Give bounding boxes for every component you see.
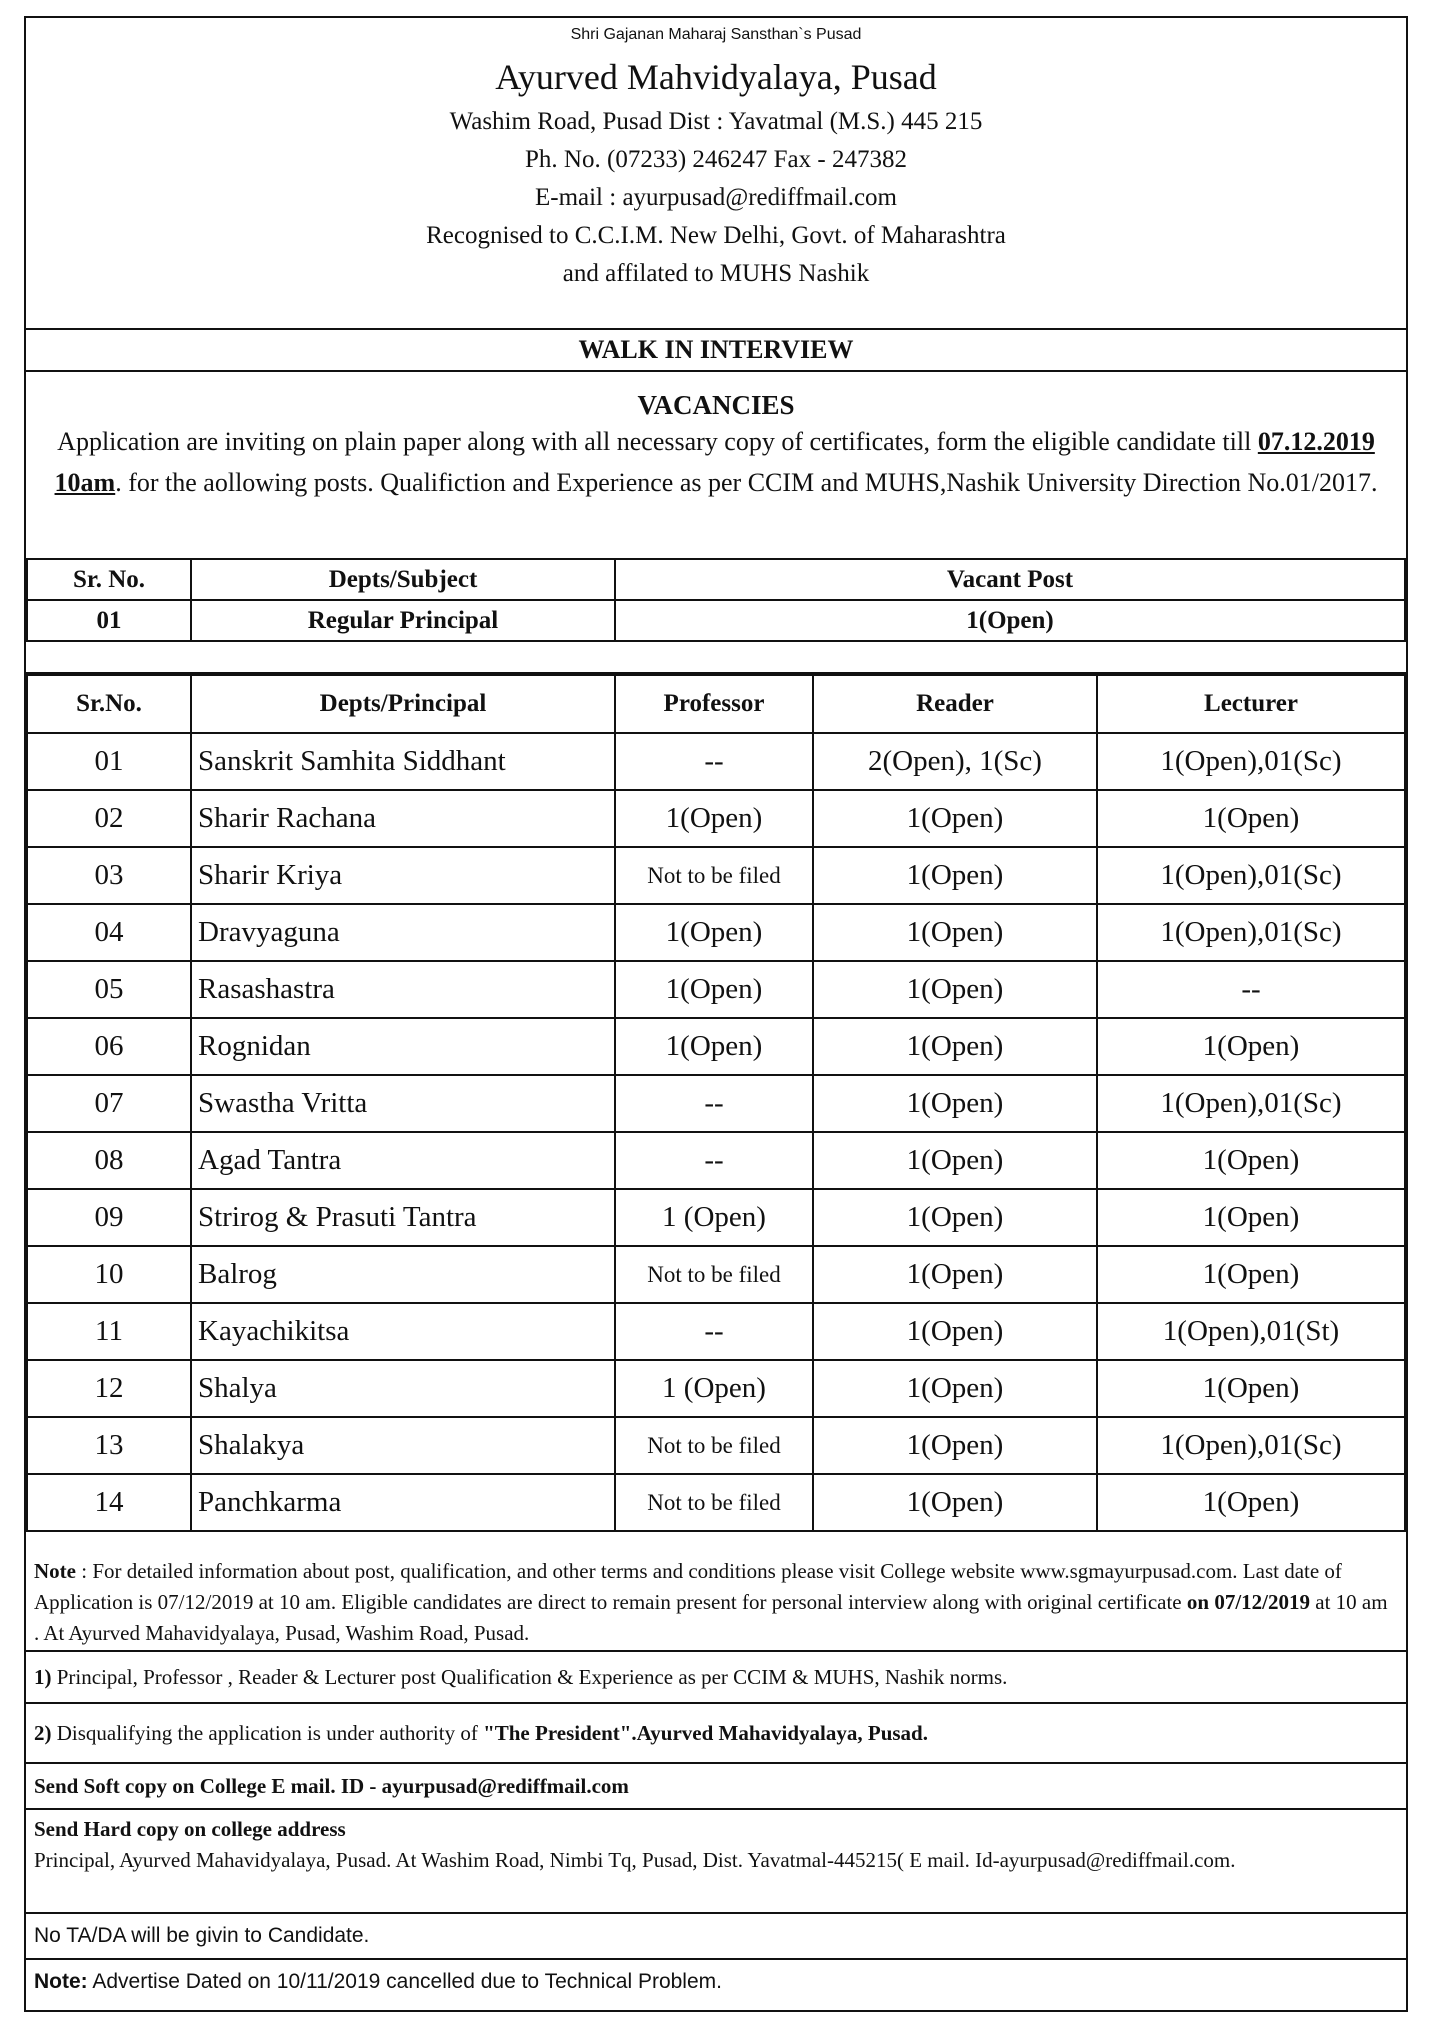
header-depts-principal: Depts/Principal — [191, 675, 615, 733]
lecturer-vacancy: 1(Open) — [1097, 1246, 1405, 1303]
dept-sr-no: 10 — [27, 1246, 191, 1303]
advert-cancel-note — [26, 1960, 1406, 2006]
lecturer-vacancy: 1(Open) — [1097, 1132, 1405, 1189]
dept-name: Rognidan — [191, 1018, 615, 1075]
note-label: Note — [34, 1559, 76, 1583]
lecturer-vacancy: 1(Open) — [1097, 1474, 1405, 1531]
reader-vacancy: 1(Open) — [813, 1075, 1097, 1132]
note-text-b: at 10 am . At Ayurved Mahavidyalaya, Pusad, Washim Road, Pusad. — [34, 1590, 1388, 1645]
college-email: E-mail : ayurpusad@rediffmail.com — [534, 184, 898, 211]
dept-name: Panchkarma — [191, 1474, 615, 1531]
affiliation-line: and affilated to MUHS Nashik — [562, 260, 870, 287]
vacancies-text-start: Application are inviting on plain paper along with all necessary copy of certificates, form the eligible candidate till — [57, 427, 1252, 456]
header-depts-subject: Depts/Subject — [191, 559, 615, 600]
dept-sr-no: 14 — [27, 1474, 191, 1531]
professor-vacancy: 1 (Open) — [615, 1189, 813, 1246]
professor-vacancy: -- — [615, 1303, 813, 1360]
note-interview-date: on 07/12/2019 — [1186, 1590, 1310, 1614]
dept-sr-no: 09 — [27, 1189, 191, 1246]
college-phone: Ph. No. (07233) 246247 Fax - 247382 — [525, 146, 907, 173]
dept-name: Kayachikitsa — [191, 1303, 615, 1360]
vacancies-title: VACANCIES — [637, 390, 795, 420]
dept-sr-no: 07 — [27, 1075, 191, 1132]
hard-copy-title: Send Hard copy on college address — [34, 1817, 346, 1841]
principal-subject: Regular Principal — [191, 600, 615, 641]
soft-copy-instruction: Send Soft copy on College E mail. ID - ayurpusad@rediffmail.com — [26, 1764, 1406, 1810]
professor-vacancy: -- — [615, 1075, 813, 1132]
college-address: Washim Road, Pusad Dist : Yavatmal (M.S.) 445 215 — [449, 108, 983, 135]
dept-sr-no: 05 — [27, 961, 191, 1018]
dept-sr-no: 13 — [27, 1417, 191, 1474]
vacancies-text-end: . for the aollowing posts. Qualifiction and Experience as per CCIM and MUHS,Nashik University Direction No.01/2017. — [115, 468, 1378, 497]
professor-vacancy: 1(Open) — [615, 1018, 813, 1075]
professor-vacancy: -- — [615, 733, 813, 790]
table-row — [27, 904, 1405, 961]
advertisement-page — [24, 16, 1408, 2012]
table-gap — [26, 644, 1406, 674]
header-sr-no: Sr. No. — [27, 559, 191, 600]
dept-sr-no: 02 — [27, 790, 191, 847]
reader-vacancy: 1(Open) — [813, 1303, 1097, 1360]
dept-name: Sanskrit Samhita Siddhant — [191, 733, 615, 790]
principal-sr: 01 — [27, 600, 191, 641]
lecturer-vacancy: 1(Open),01(Sc) — [1097, 733, 1405, 790]
professor-vacancy: 1(Open) — [615, 961, 813, 1018]
condition-1-text: Principal, Professor , Reader & Lecturer post Qualification & Experience as per CCIM & MUHS, Nashik norms. — [51, 1665, 1008, 1689]
dept-table-body — [27, 733, 1405, 1531]
letterhead — [26, 18, 1406, 288]
header-professor: Professor — [615, 675, 813, 733]
lecturer-vacancy: 1(Open) — [1097, 1189, 1405, 1246]
table-row — [27, 1132, 1405, 1189]
notes-section — [26, 1548, 1406, 2006]
lecturer-vacancy: 1(Open) — [1097, 1360, 1405, 1417]
lecturer-vacancy: 1(Open) — [1097, 790, 1405, 847]
dept-name: Dravyaguna — [191, 904, 615, 961]
general-note — [26, 1548, 1406, 1652]
table-row — [27, 961, 1405, 1018]
dept-sr-no: 08 — [27, 1132, 191, 1189]
application-deadline: 07.12.2019 10am — [54, 427, 1375, 497]
table-row — [27, 847, 1405, 904]
lecturer-vacancy: 1(Open),01(St) — [1097, 1303, 1405, 1360]
header-lecturer: Lecturer — [1097, 675, 1405, 733]
table-row — [27, 1246, 1405, 1303]
dept-sr-no: 04 — [27, 904, 191, 961]
advert-note-label: Note: — [34, 1970, 88, 1993]
dept-name: Rasashastra — [191, 961, 615, 1018]
professor-vacancy: Not to be filed — [615, 847, 813, 904]
reader-vacancy: 1(Open) — [813, 1132, 1097, 1189]
reader-vacancy: 1(Open) — [813, 1474, 1097, 1531]
lecturer-vacancy: 1(Open),01(Sc) — [1097, 1075, 1405, 1132]
dept-sr-no: 12 — [27, 1360, 191, 1417]
table-row — [27, 733, 1405, 790]
dept-name: Strirog & Prasuti Tantra — [191, 1189, 615, 1246]
reader-vacancy: 1(Open) — [813, 790, 1097, 847]
header-vacant-post: Vacant Post — [615, 559, 1405, 600]
table-row — [27, 790, 1405, 847]
professor-vacancy: Not to be filed — [615, 1474, 813, 1531]
reader-vacancy: 1(Open) — [813, 961, 1097, 1018]
principal-post: 1(Open) — [615, 600, 1405, 641]
condition-2 — [26, 1704, 1406, 1764]
table-row — [27, 1018, 1405, 1075]
reader-vacancy: 1(Open) — [813, 1018, 1097, 1075]
professor-vacancy: 1 (Open) — [615, 1360, 813, 1417]
sansthan-name: Shri Gajanan Maharaj Sansthan`s Pusad — [570, 26, 862, 43]
condition-2-text: Disqualifying the application is under authority of — [51, 1721, 484, 1745]
reader-vacancy: 2(Open), 1(Sc) — [813, 733, 1097, 790]
professor-vacancy: -- — [615, 1132, 813, 1189]
dept-name: Balrog — [191, 1246, 615, 1303]
dept-sr-no: 11 — [27, 1303, 191, 1360]
professor-vacancy: 1(Open) — [615, 904, 813, 961]
table-row — [27, 1360, 1405, 1417]
table-row — [27, 1474, 1405, 1531]
dept-name: Agad Tantra — [191, 1132, 615, 1189]
principal-table — [26, 558, 1406, 642]
reader-vacancy: 1(Open) — [813, 904, 1097, 961]
college-name: Ayurved Mahvidyalaya, Pusad — [495, 57, 937, 97]
professor-vacancy: 1(Open) — [615, 790, 813, 847]
lecturer-vacancy: 1(Open) — [1097, 1018, 1405, 1075]
condition-1 — [26, 1652, 1406, 1704]
dept-name: Sharir Rachana — [191, 790, 615, 847]
walk-in-heading: WALK IN INTERVIEW — [26, 328, 1406, 372]
hard-copy-instruction — [26, 1810, 1406, 1914]
advert-note-text: Advertise Dated on 10/11/2019 cancelled due to Technical Problem. — [87, 1970, 722, 1993]
reader-vacancy: 1(Open) — [813, 1189, 1097, 1246]
dept-sr-no: 03 — [27, 847, 191, 904]
header-reader: Reader — [813, 675, 1097, 733]
note-text-a: : For detailed information about post, qualification, and other terms and conditions please visit College website www.sgmayurpusad.com. Last date of Application is 07/12/2019 at 10 am. Eligible candidates are direct to remain present for personal interview along with original certificate — [34, 1559, 1342, 1614]
dept-table-header — [27, 675, 1405, 733]
department-vacancy-table — [26, 674, 1406, 1532]
dept-name: Shalakya — [191, 1417, 615, 1474]
vacancies-section — [26, 374, 1406, 503]
table-row — [27, 1303, 1405, 1360]
table-row — [27, 1417, 1405, 1474]
no-tada-note: No TA/DA will be givin to Candidate. — [26, 1914, 1406, 1960]
table-row — [27, 600, 1405, 641]
dept-name: Swastha Vritta — [191, 1075, 615, 1132]
table-row — [27, 1189, 1405, 1246]
dept-sr-no: 01 — [27, 733, 191, 790]
dept-sr-no: 06 — [27, 1018, 191, 1075]
lecturer-vacancy: 1(Open),01(Sc) — [1097, 1417, 1405, 1474]
lecturer-vacancy: -- — [1097, 961, 1405, 1018]
reader-vacancy: 1(Open) — [813, 1417, 1097, 1474]
vacancies-description — [26, 421, 1406, 503]
reader-vacancy: 1(Open) — [813, 847, 1097, 904]
condition-2-authority: "The President".Ayurved Mahavidyalaya, Pusad. — [483, 1721, 928, 1745]
reader-vacancy: 1(Open) — [813, 1246, 1097, 1303]
condition-2-number: 2) — [34, 1721, 52, 1745]
recognition-line: Recognised to C.C.I.M. New Delhi, Govt. of Maharashtra — [426, 222, 1006, 249]
dept-name: Sharir Kriya — [191, 847, 615, 904]
principal-table-header — [27, 559, 1405, 600]
reader-vacancy: 1(Open) — [813, 1360, 1097, 1417]
condition-1-number: 1) — [34, 1665, 52, 1689]
table-row — [27, 1075, 1405, 1132]
lecturer-vacancy: 1(Open),01(Sc) — [1097, 904, 1405, 961]
dept-name: Shalya — [191, 1360, 615, 1417]
professor-vacancy: Not to be filed — [615, 1417, 813, 1474]
header-sr-no: Sr.No. — [27, 675, 191, 733]
professor-vacancy: Not to be filed — [615, 1246, 813, 1303]
hard-copy-address: Principal, Ayurved Mahavidyalaya, Pusad. At Washim Road, Nimbi Tq, Pusad, Dist. Yavatmal-445215( E mail. Id-ayurpusad@rediffmail.com. — [34, 1848, 1236, 1872]
lecturer-vacancy: 1(Open),01(Sc) — [1097, 847, 1405, 904]
